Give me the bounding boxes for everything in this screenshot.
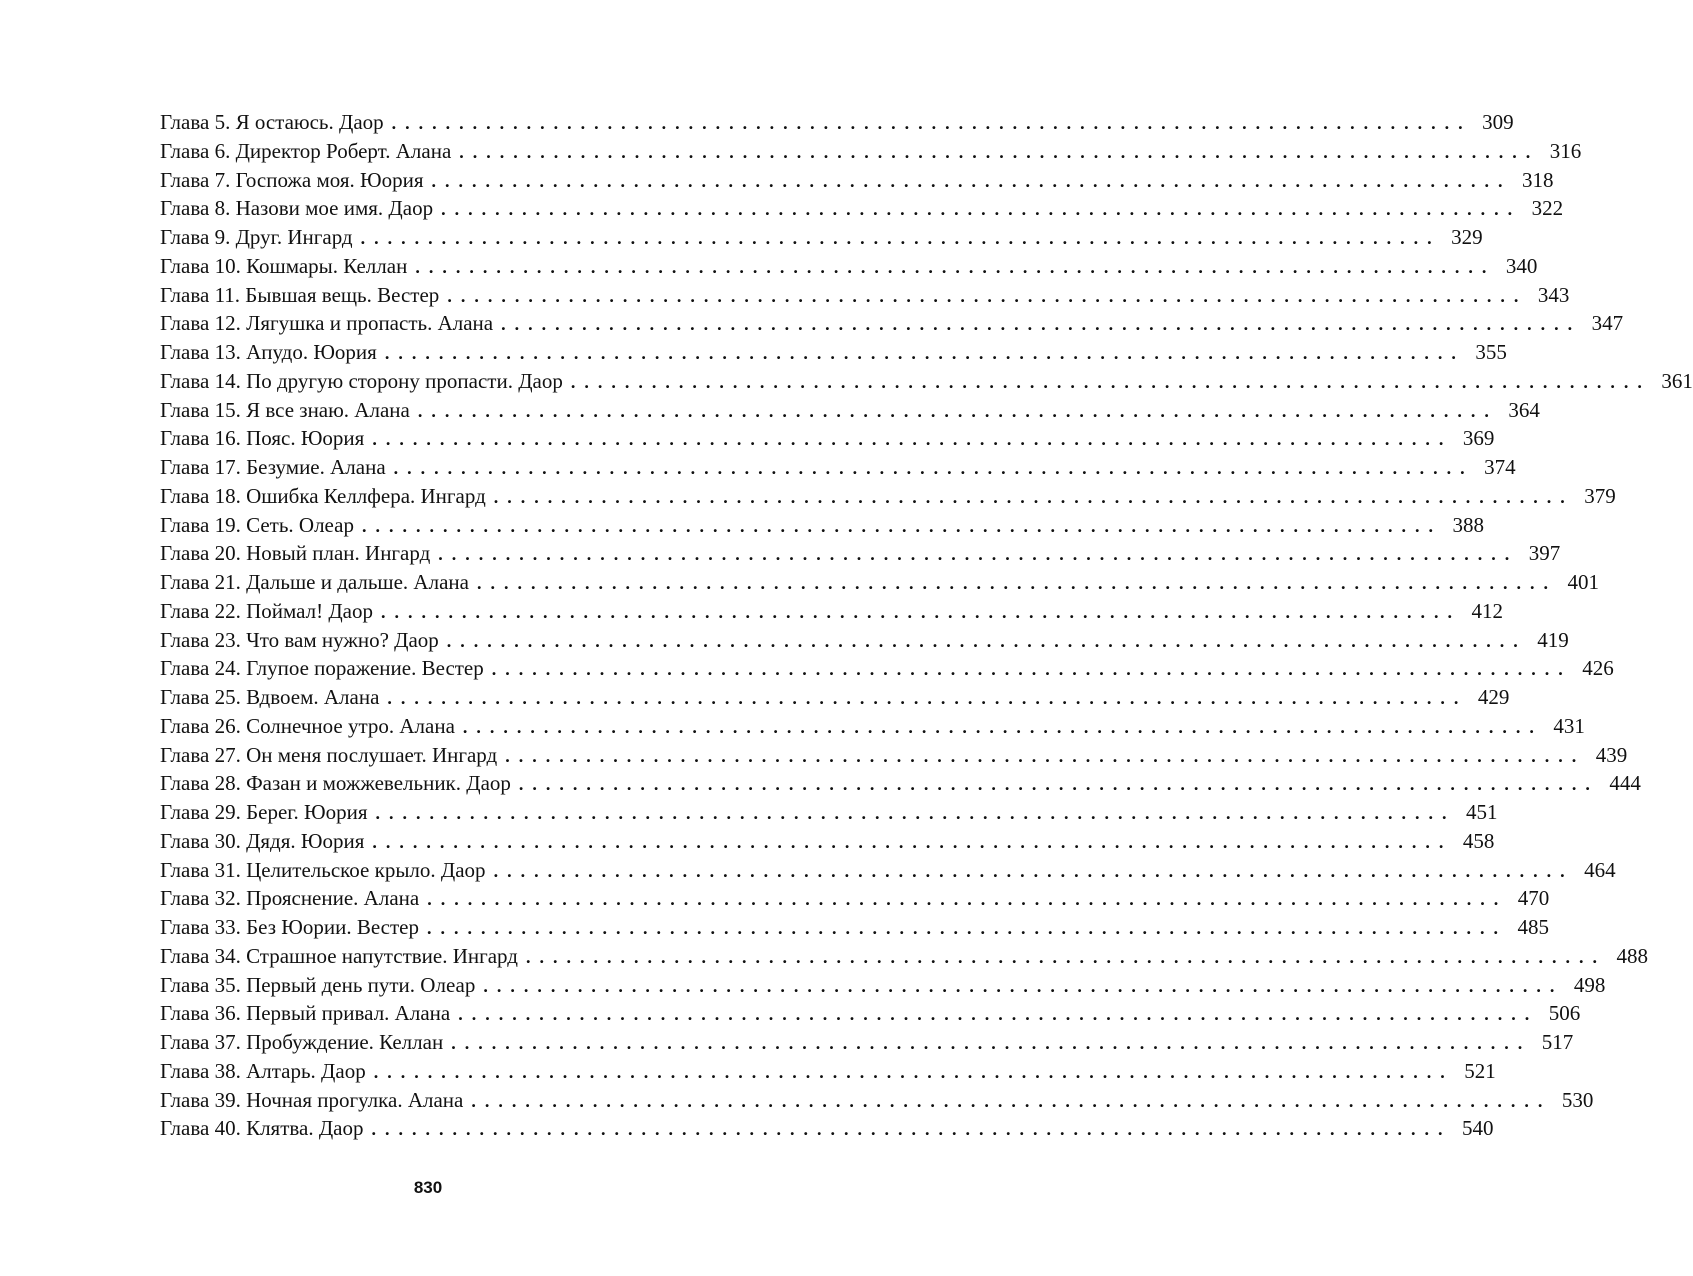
toc-entry-title: Глава 30. Дядя. Юория [160,828,365,853]
toc-entry-page: 374 [1484,455,1516,479]
toc-entry [160,999,1581,1028]
dot-leader: ................................................................................ [493,486,1574,507]
dot-leader: ................................................................................ [471,1090,1552,1111]
toc-entry-title: Глава 7. Госпожа моя. Юория [160,167,424,192]
toc-entry-page: 488 [1616,943,1648,968]
dot-leader: ................................................................................ [373,1061,1454,1082]
toc-entry-page: 464 [1584,857,1616,882]
toc-entry-page: 355 [1475,340,1507,364]
toc-entry-page: 517 [1541,1030,1574,1054]
toc-entry-page: 540 [1462,1116,1494,1141]
toc-entry [160,396,1540,425]
toc-entry-page: 470 [1517,886,1550,911]
toc-entry-page: 340 [1505,253,1538,278]
dot-leader: ................................................................................ [387,688,1468,708]
toc-entry-title: Глава 14. По другую сторону пропасти. Даор [160,368,563,393]
dot-leader: ................................................................................ [431,170,1512,191]
toc-entry-page: 316 [1549,138,1582,163]
toc-entry [160,654,1614,683]
dot-leader: ................................................................................ [491,659,1572,680]
toc-entry [160,453,1516,482]
toc-entry-title: Глава 40. Клятва. Даор [160,1116,364,1141]
dot-leader: ................................................................................ [483,975,1564,996]
toc-entry-title: Глава 17. Безумие. Алана [160,455,386,479]
toc-entry [160,281,1570,310]
dot-leader: ................................................................................ [393,458,1474,478]
toc-entry-page: 388 [1452,512,1484,537]
toc-entry-page: 309 [1482,110,1514,134]
toc-entry-page: 419 [1537,627,1569,652]
toc-entry [160,424,1495,453]
toc-entry [160,798,1498,827]
toc-entry-page: 498 [1573,972,1606,997]
table-of-contents [160,108,1693,1143]
toc-entry-title: Глава 12. Лягушка и пропасть. Алана [160,311,494,336]
toc-entry [160,539,1561,568]
toc-entry-page: 426 [1582,656,1614,681]
toc-entry [160,741,1628,770]
toc-entry-page: 364 [1508,397,1540,422]
toc-entry [160,1028,1574,1057]
toc-entry [160,223,1483,252]
toc-entry [160,913,1549,942]
toc-entry [160,194,1564,223]
toc-entry-title: Глава 9. Друг. Ингард [160,225,353,249]
toc-entry-title: Глава 29. Берег. Юория [160,800,368,824]
dot-leader: ................................................................................ [372,831,1453,852]
toc-entry-title: Глава 15. Я все знаю. Алана [160,397,410,422]
dot-leader: ................................................................................ [441,199,1522,220]
toc-entry-page: 412 [1471,598,1503,623]
toc-entry [160,683,1510,712]
toc-entry-page: 322 [1531,196,1564,221]
toc-entry [160,827,1495,856]
toc-entry [160,942,1648,971]
dot-leader: ................................................................................ [415,256,1496,277]
toc-entry-page: 369 [1462,426,1495,451]
toc-entry-title: Глава 34. Страшное напутствие. Ингард [160,943,518,968]
toc-entry-title: Глава 38. Алтарь. Даор [160,1058,366,1083]
dot-leader: ................................................................................ [451,1033,1532,1053]
toc-entry [160,166,1554,195]
dot-leader: ................................................................................ [446,630,1527,651]
toc-entry [160,511,1484,540]
toc-entry-title: Глава 24. Глупое поражение. Вестер [160,656,484,681]
toc-entry-title: Глава 26. Солнечное утро. Алана [160,713,455,738]
dot-leader: ................................................................................ [427,889,1508,910]
toc-entry [160,626,1569,655]
dot-leader: ................................................................................ [518,774,1599,795]
dot-leader: ................................................................................ [371,1119,1452,1140]
toc-entry-title: Глава 13. Апудо. Юория [160,340,377,364]
toc-entry [160,108,1514,137]
toc-entry-title: Глава 11. Бывшая вещь. Вестер [160,282,440,307]
toc-entry-page: 485 [1517,915,1549,939]
toc-entry-title: Глава 23. Что вам нужно? Даор [160,627,439,652]
toc-entry-page: 343 [1537,282,1570,307]
toc-entry-page: 431 [1553,713,1585,738]
toc-entry [160,338,1507,367]
toc-entry-page: 429 [1477,685,1510,709]
toc-entry [160,971,1606,1000]
dot-leader: ................................................................................ [462,716,1543,737]
dot-leader: ................................................................................ [505,745,1586,766]
toc-entry [160,1057,1496,1086]
toc-entry-title: Глава 39. Ночная прогулка. Алана [160,1087,464,1112]
toc-entry-page: 521 [1464,1058,1496,1083]
dot-leader: ................................................................................ [525,946,1606,967]
toc-entry-title: Глава 21. Дальше и дальше. Алана [160,570,469,594]
toc-entry-title: Глава 25. Вдвоем. Алана [160,685,380,709]
toc-entry [160,309,1624,338]
dot-leader: ................................................................................ [447,285,1528,306]
toc-entry-page: 451 [1466,800,1498,824]
toc-entry-title: Глава 10. Кошмары. Келлан [160,253,408,278]
toc-entry-title: Глава 32. Прояснение. Алана [160,886,420,911]
toc-entry-title: Глава 16. Пояс. Юория [160,426,365,451]
dot-leader: ................................................................................ [360,228,1441,248]
toc-entry [160,137,1582,166]
dot-leader: ................................................................................ [570,371,1651,392]
toc-entry-title: Глава 31. Целительское крыло. Даор [160,857,486,882]
toc-entry [160,1086,1594,1115]
toc-entry-title: Глава 18. Ошибка Келлфера. Ингард [160,483,486,508]
dot-leader: ................................................................................ [372,429,1453,450]
toc-entry-page: 361 [1661,368,1693,393]
toc-entry [160,884,1550,913]
toc-entry-page: 506 [1548,1001,1581,1026]
dot-leader: ................................................................................ [493,860,1574,881]
dot-leader: ................................................................................ [381,601,1461,622]
toc-entry-page: 439 [1595,742,1628,767]
toc-entry-title: Глава 8. Назови мое имя. Даор [160,196,434,221]
toc-entry-page: 347 [1591,311,1624,336]
toc-entry [160,712,1585,741]
toc-entry [160,482,1616,511]
toc-entry [160,367,1693,396]
dot-leader: ................................................................................ [391,113,1472,133]
toc-entry-title: Глава 35. Первый день пути. Олеар [160,972,476,997]
toc-entry-page: 318 [1522,167,1554,192]
dot-leader: ................................................................................ [361,515,1442,536]
toc-entry-title: Глава 37. Пробуждение. Келлан [160,1030,444,1054]
toc-entry [160,568,1599,597]
toc-entry-page: 329 [1451,225,1483,249]
toc-entry-title: Глава 33. Без Юории. Вестер [160,915,419,939]
toc-entry [160,769,1641,798]
toc-entry-title: Глава 19. Сеть. Олеар [160,512,354,537]
toc-entry-title: Глава 5. Я остаюсь. Даор [160,110,384,134]
toc-entry [160,252,1538,281]
toc-entry [160,856,1616,885]
toc-entry-page: 379 [1584,483,1616,508]
toc-entry-page: 458 [1462,828,1495,853]
toc-entry-title: Глава 36. Первый привал. Алана [160,1001,451,1026]
dot-leader: ................................................................................ [438,544,1519,565]
dot-leader: ................................................................................ [476,573,1557,593]
toc-entry-title: Глава 27. Он меня послушает. Ингард [160,742,498,767]
dot-leader: ................................................................................ [426,918,1507,938]
toc-entry-title: Глава 20. Новый план. Ингард [160,541,431,566]
dot-leader: ................................................................................ [459,141,1540,162]
dot-leader: ................................................................................ [458,1004,1539,1025]
toc-entry-title: Глава 22. Поймал! Даор [160,598,373,623]
toc-entry [160,597,1503,626]
dot-leader: ................................................................................ [501,314,1582,335]
toc-entry [160,1114,1494,1143]
toc-entry-page: 444 [1609,771,1641,796]
toc-entry-title: Глава 28. Фазан и можжевельник. Даор [160,771,511,796]
toc-entry-page: 401 [1567,570,1599,594]
dot-leader: ................................................................................ [384,343,1465,363]
toc-entry-page: 530 [1561,1087,1594,1112]
toc-entry-title: Глава 6. Директор Роберт. Алана [160,138,452,163]
dot-leader: ................................................................................ [375,803,1456,823]
toc-entry-page: 397 [1528,541,1561,566]
page-number: 830 [413,1178,443,1197]
dot-leader: ................................................................................ [417,400,1498,421]
